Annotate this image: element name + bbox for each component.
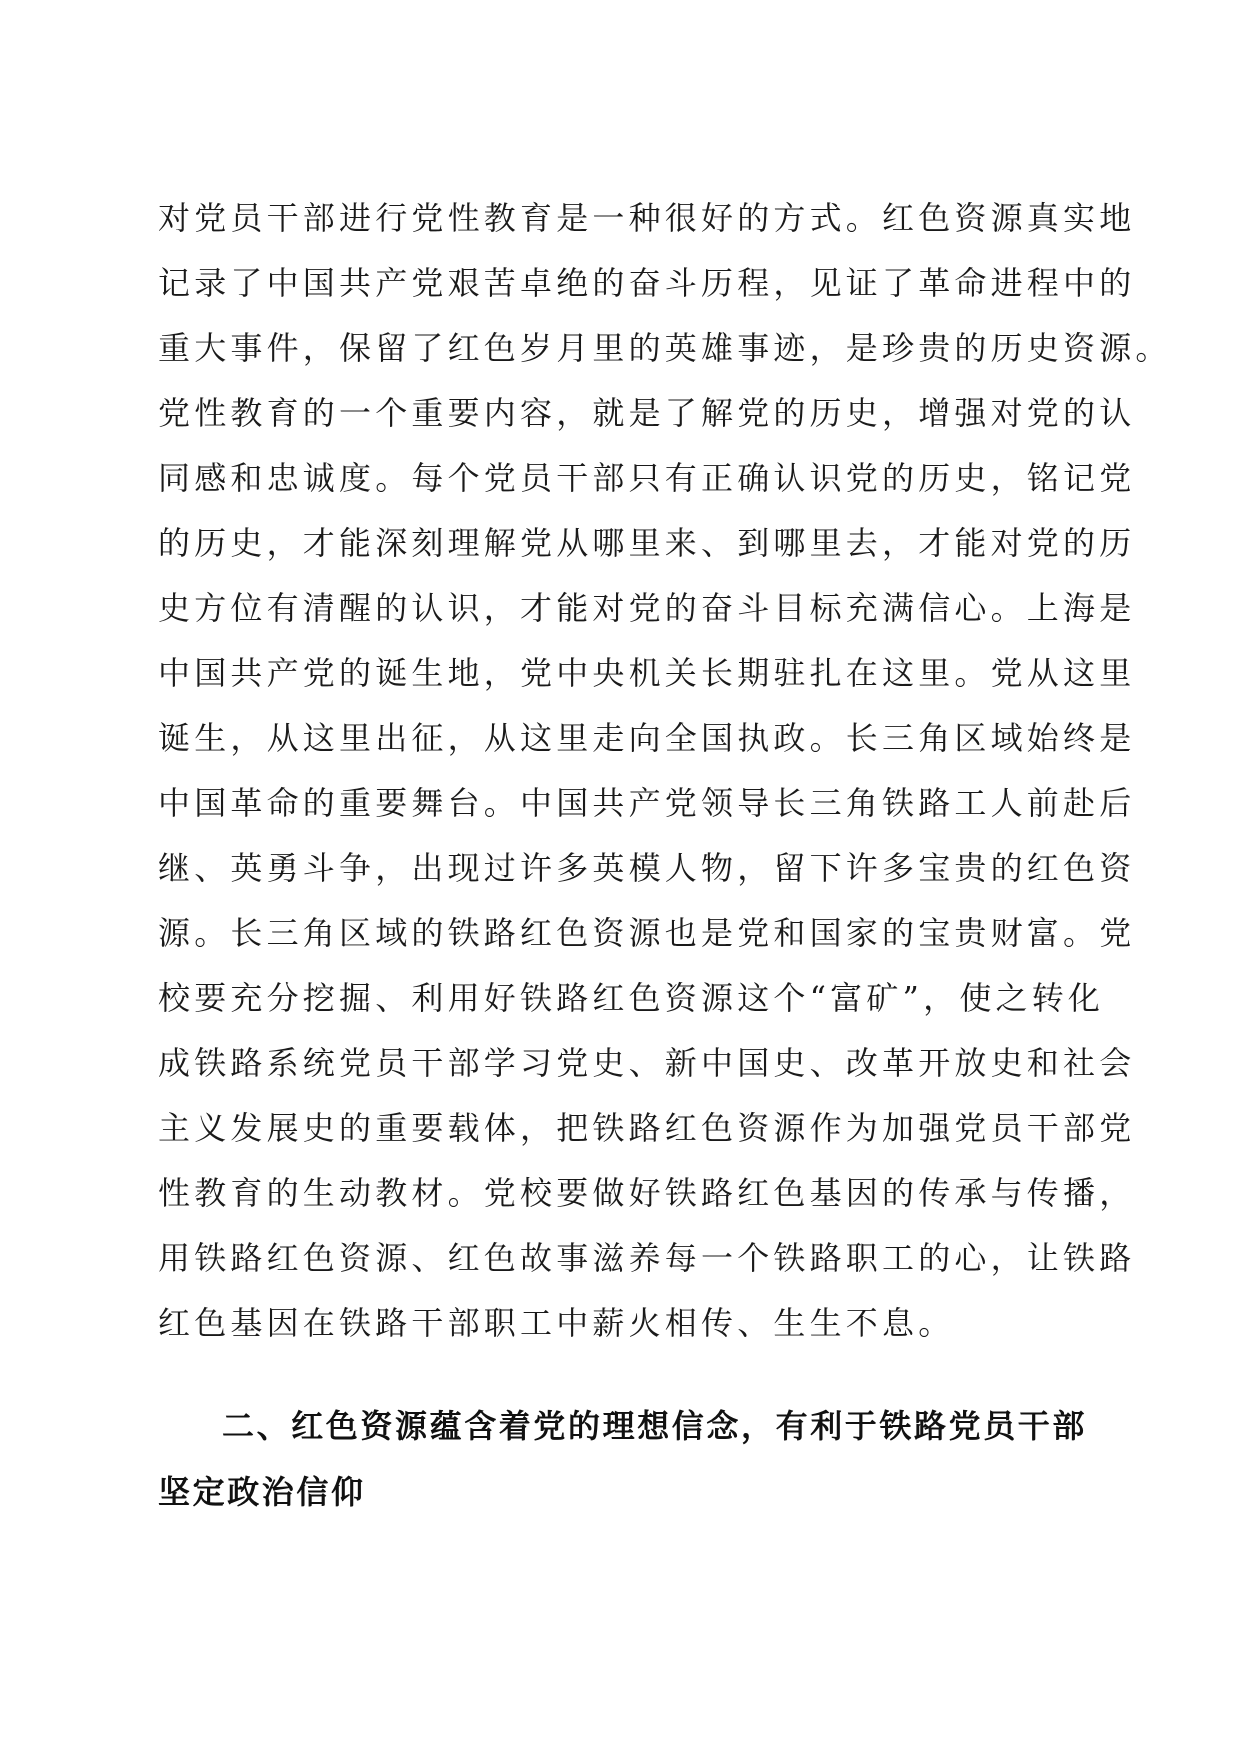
paragraph-line: 对党员干部进行党性教育是一种很好的方式。红色资源真实地: [158, 199, 1136, 237]
paragraph-line: 中国共产党的诞生地，党中央机关长期驻扎在这里。党从这里: [158, 654, 1136, 692]
paragraph-line: 性教育的生动教材。党校要做好铁路红色基因的传承与传播，: [158, 1174, 1136, 1212]
paragraph-line: 主义发展史的重要载体，把铁路红色资源作为加强党员干部党: [158, 1109, 1136, 1147]
paragraph-line: 中国革命的重要舞台。中国共产党领导长三角铁路工人前赴后: [158, 784, 1136, 822]
section-heading: [158, 1393, 1088, 1525]
paragraph-line: 重大事件，保留了红色岁月里的英雄事迹，是珍贵的历史资源。: [158, 329, 1172, 367]
paragraph-line: 源。长三角区域的铁路红色资源也是党和国家的宝贵财富。党: [158, 914, 1136, 952]
paragraph-line: 校要充分挖掘、利用好铁路红色资源这个“富矿”，使之转化: [158, 979, 1105, 1017]
paragraph-line: 记录了中国共产党艰苦卓绝的奋斗历程，见证了革命进程中的: [158, 264, 1136, 302]
body-paragraph: [158, 186, 1172, 1356]
paragraph-line: 红色基因在铁路干部职工中薪火相传、生生不息。: [158, 1304, 955, 1342]
paragraph-line: 同感和忠诚度。每个党员干部只有正确认识党的历史，铭记党: [158, 459, 1136, 497]
paragraph-line: 史方位有清醒的认识，才能对党的奋斗目标充满信心。上海是: [158, 589, 1136, 627]
paragraph-line: 诞生，从这里出征，从这里走向全国执政。长三角区域始终是: [158, 719, 1136, 757]
paragraph-line: 党性教育的一个重要内容，就是了解党的历史，增强对党的认: [158, 394, 1136, 432]
section-heading-line: 坚定政治信仰: [158, 1473, 366, 1511]
paragraph-line: 继、英勇斗争，出现过许多英模人物，留下许多宝贵的红色资: [158, 849, 1136, 887]
section-heading-line: 二、红色资源蕴含着党的理想信念，有利于铁路党员干部: [222, 1407, 1088, 1445]
paragraph-line: 成铁路系统党员干部学习党史、新中国史、改革开放史和社会: [158, 1044, 1136, 1082]
paragraph-line: 的历史，才能深刻理解党从哪里来、到哪里去，才能对党的历: [158, 524, 1136, 562]
paragraph-line: 用铁路红色资源、红色故事滋养每一个铁路职工的心，让铁路: [158, 1239, 1136, 1277]
